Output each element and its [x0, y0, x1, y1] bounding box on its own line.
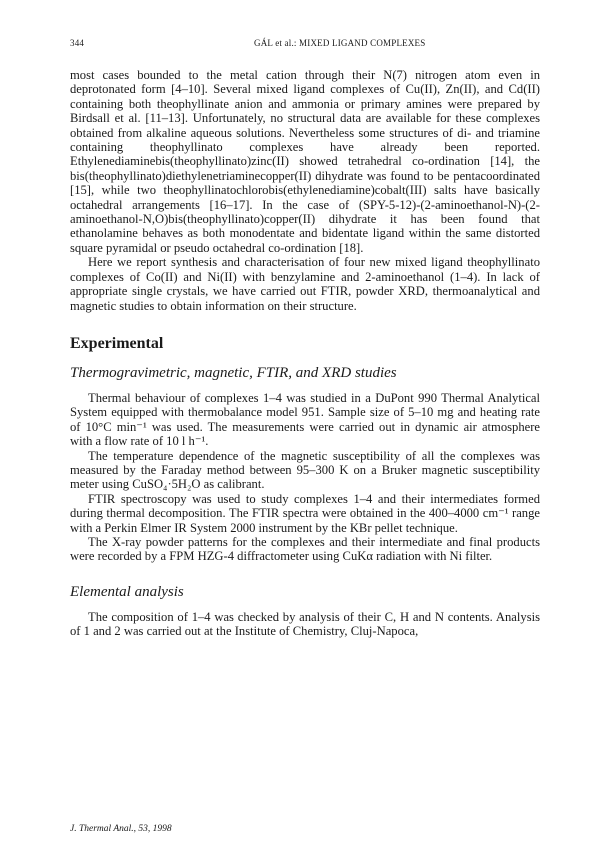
section-heading-experimental: Experimental — [70, 334, 164, 352]
paragraph-xrd: The X-ray powder patterns for the complexes and their intermediate and final products were recorded by a FPM HZG-4 diffractometer using CuKα radiation with Ni filter. — [70, 534, 540, 564]
paragraph-magnetic: The temperature dependence of the magnetic susceptibility of all the complexes was measured by the Faraday method between 95–300 K on a Bruker magnetic susceptibility meter using CuSO₄·5H₂O as calibrant. — [70, 448, 540, 492]
journal-footer: J. Thermal Anal., 53, 1998 — [70, 824, 172, 834]
subsection-heading-elemental: Elemental analysis — [70, 583, 184, 600]
paragraph-elemental: The composition of 1–4 was checked by analysis of their C, H and N contents. Analysis of 1 and 2 was carried out at the Institute of Chemistry, Cluj-Napoca, — [70, 609, 540, 639]
running-header — [70, 38, 540, 52]
paragraph-ftir: FTIR spectroscopy was used to study complexes 1–4 and their intermediates formed during thermal decomposition. The FTIR spectra were obtained in the 400–4000 cm⁻¹ range with a Perkin Elmer IR System 2000 instrument by the KBr pellet technique. — [70, 491, 540, 535]
paragraph-aims: Here we report synthesis and characterisation of four new mixed ligand theophyllinato complexes of Co(II) and Ni(II) with benzylamine and 2-aminoethanol (1–4). In lack of appropriate single crystals, we have carried out FTIR, powder XRD, thermoanalytical and magnetic studies to obtain information on their structure. — [70, 255, 540, 313]
article-body — [70, 68, 540, 639]
paragraph-intro-continued: most cases bounded to the metal cation through their N(7) nitrogen atom even in deprotonated form [4–10]. Several mixed ligand complexes of Cu(II), Zn(II), and Cd(II) containing both theophyllinate anion and ammonia or primary amines were prepared by Birdsall et al. [11–13]. Unfortunately, no structural data are available for these complexes obtained from alkaline aqueous solutions. Nevertheless some structures of di- and triamine containing theophyllinato complexes have already been reported. Ethylenediaminebis(theophyllinato)zinc(II) showed tetrahedral co-ordination [14], the bis(theophyllinato)diethylenetriaminecopper(II) dihydrate was found to be pentacoordinated [15], while two theophyllinatochlorobis(ethylenediamine)cobalt(III) salts have basically octahedral arrangements [16–17]. In the case of (SPY-5-12)-(2-aminoethanol-N)-(2-aminoethanol-N,O)bis(theophyllinato)copper(II) dihydrate it has been found that ethanolamine behaves as both monodentate and bidentate ligand within the same distorted square pyramidal or pseudo octahedral co-ordination [18]. — [70, 68, 540, 255]
running-title: GÁL et al.: MIXED LIGAND COMPLEXES — [254, 38, 426, 48]
subsection-heading-thermo: Thermogravimetric, magnetic, FTIR, and XRD studies — [70, 364, 397, 381]
page-number: 344 — [70, 38, 85, 48]
paragraph-thermal: Thermal behaviour of complexes 1–4 was studied in a DuPont 990 Thermal Analytical System equipped with thermobalance model 951. Sample size of 5–10 mg and heating rate of 10°C min⁻¹ was used. The measurements were carried out in dynamic air atmosphere with a flow rate of 10 l h⁻¹. — [70, 390, 540, 449]
